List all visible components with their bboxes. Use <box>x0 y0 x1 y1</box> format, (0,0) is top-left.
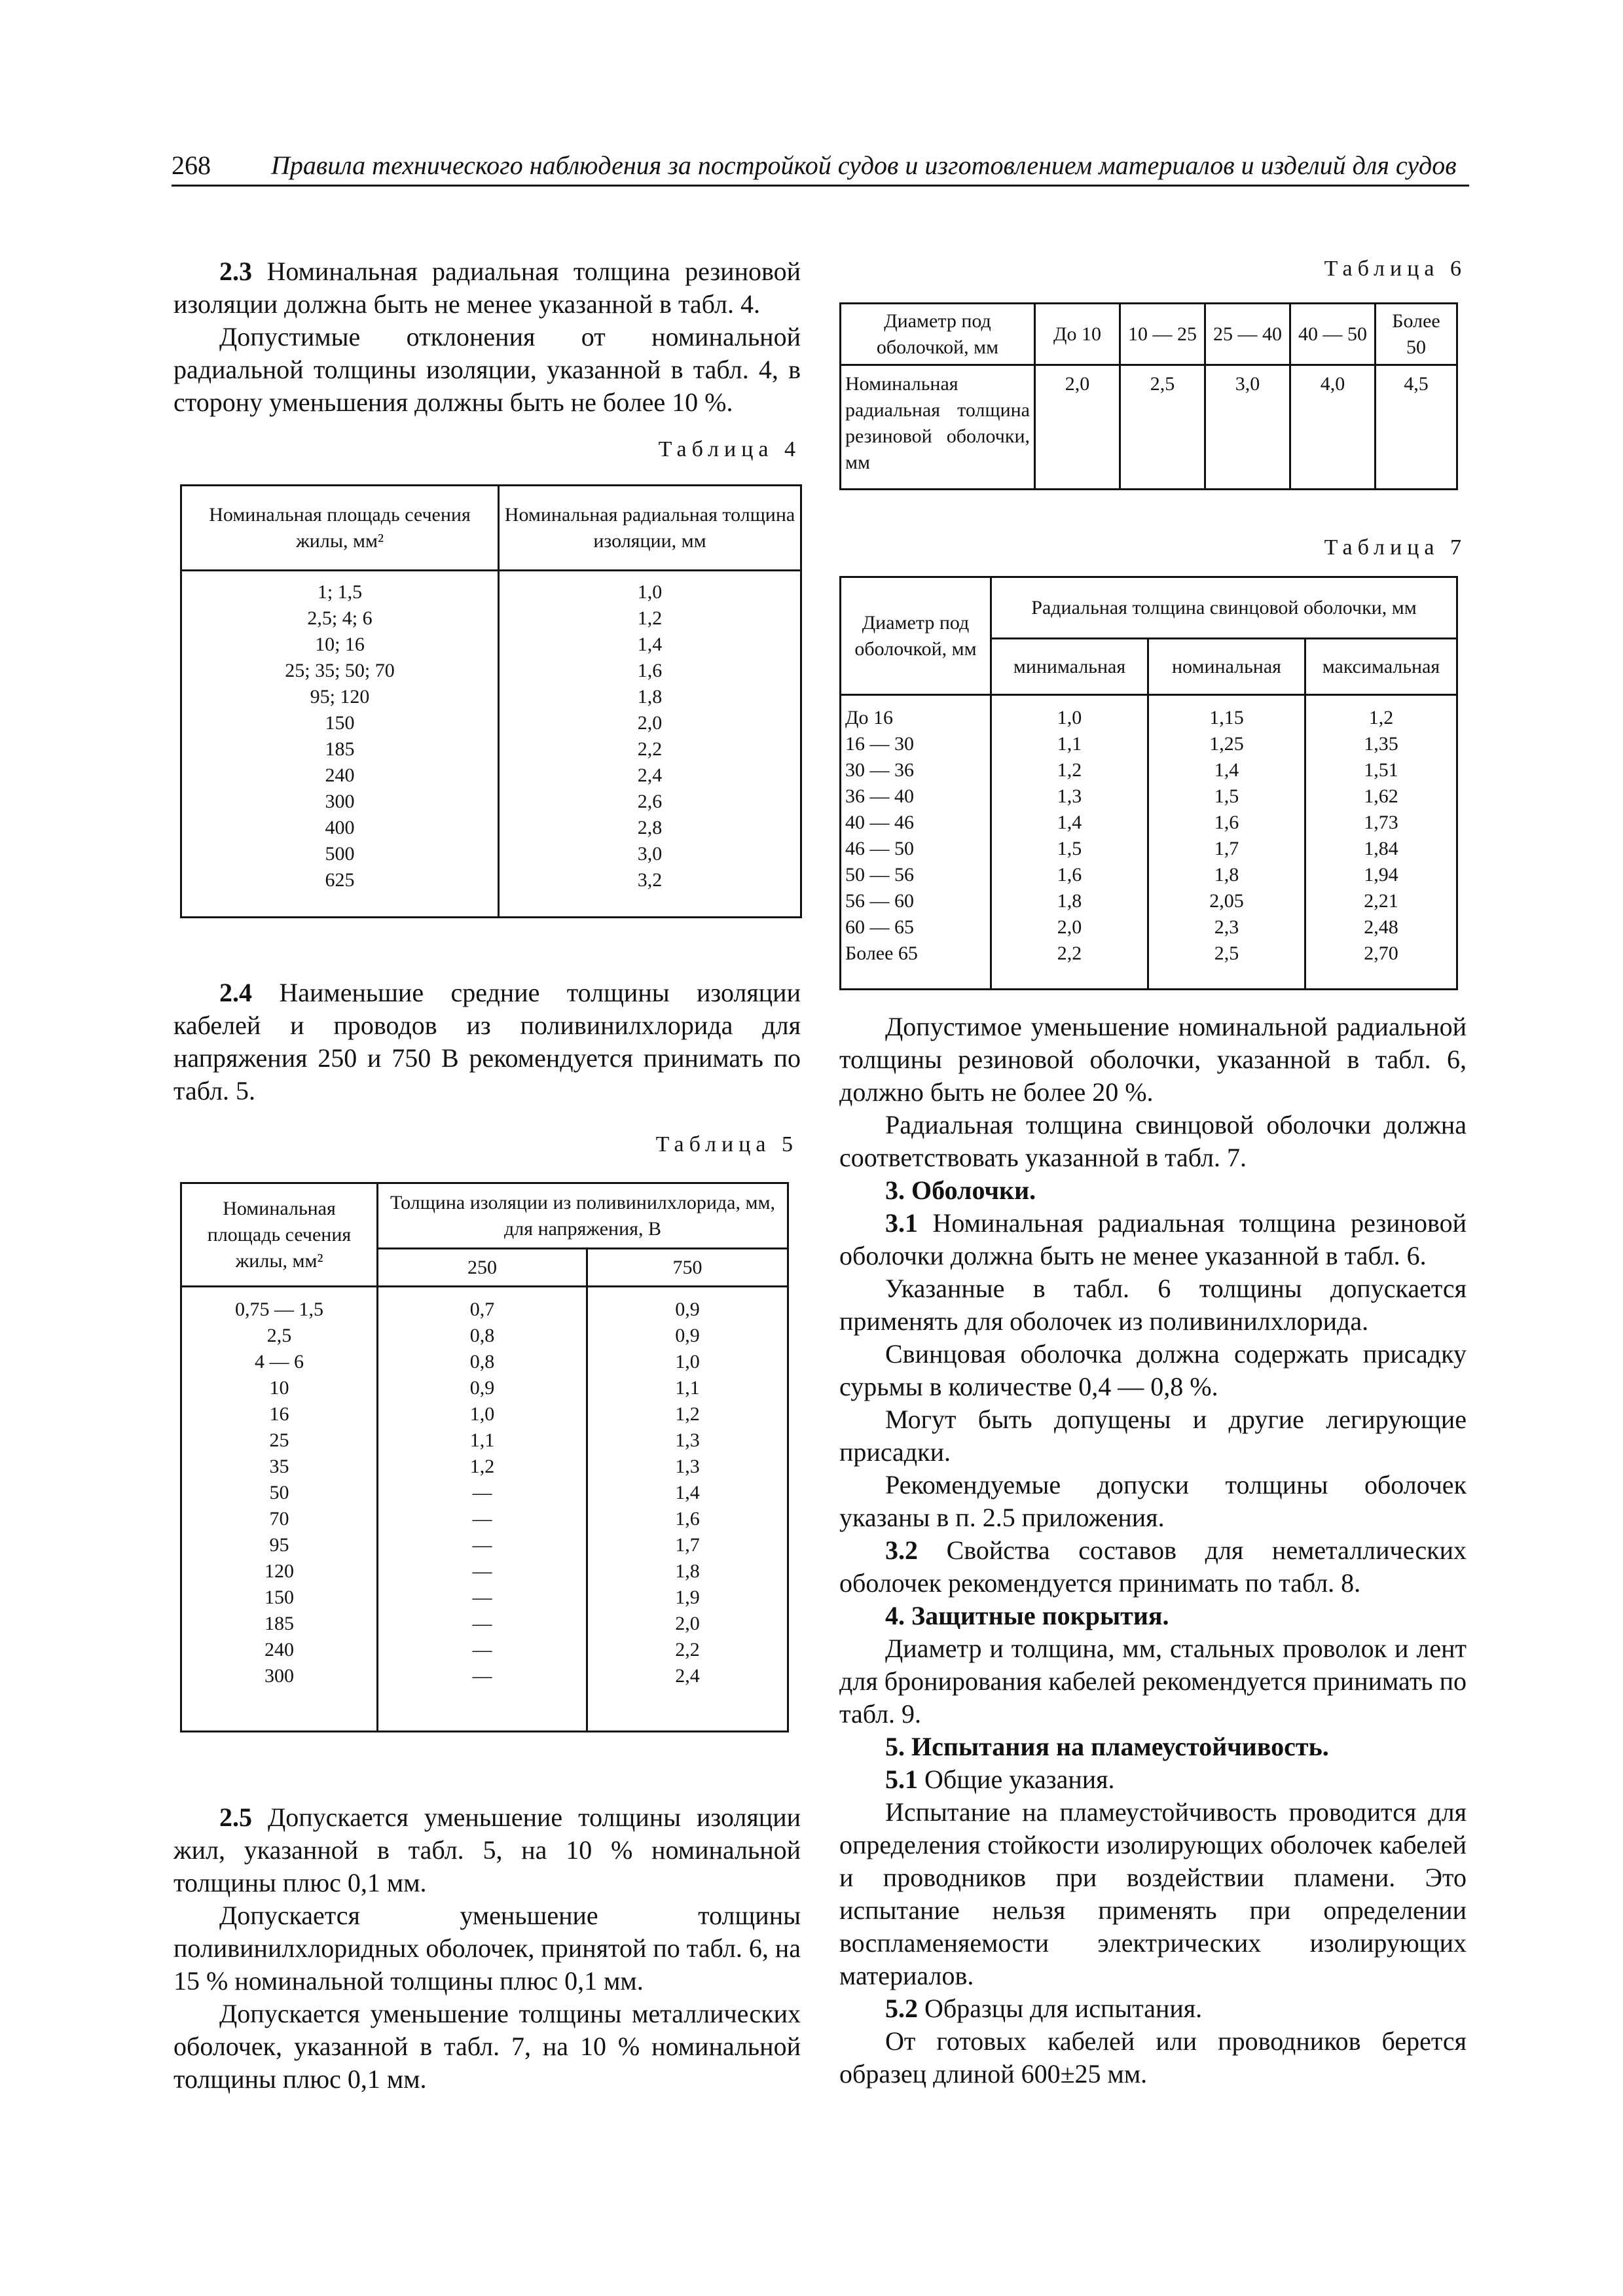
table-cell: 3,2 <box>637 869 663 891</box>
table-cell: 30 — 36 <box>845 759 914 781</box>
table-cell: 1,8 <box>1214 864 1239 886</box>
table-column-area <box>181 571 499 918</box>
table-header-cell: Номинальная площадь сечения жилы, мм² <box>181 486 499 571</box>
paragraph-text: Свойства составов для неметаллических оболочек рекомендуется принимать по табл. 8. <box>839 1535 1467 1598</box>
table-cell: 2,2 <box>675 1639 700 1660</box>
paragraph: Испытание на пламеустойчивость проводится для определения стойкости изолирующих оболочек кабелей и проводников при воздействии пламени. Это испытание нельзя применять при определении воспламеняемости электрических изолирующих материалов. <box>839 1797 1467 1990</box>
table-cell: 240 <box>325 764 355 786</box>
table-cell: 150 <box>264 1587 294 1608</box>
table-cell: 50 — 56 <box>845 864 914 886</box>
table-caption: Таблица 7 <box>1324 535 1467 560</box>
table-cell: 4 — 6 <box>255 1351 304 1372</box>
table-cell: 2,2 <box>1057 942 1082 964</box>
table-header-cell: 25 — 40 <box>1205 304 1290 365</box>
table-cell: 2,5 <box>266 1325 292 1346</box>
table-column-thickness <box>499 571 801 918</box>
table-cell: 60 — 65 <box>845 916 914 938</box>
section-heading: 3. Оболочки. <box>885 1175 1036 1205</box>
table-cell: 70 <box>269 1508 289 1530</box>
table-cell: 4,0 <box>1290 365 1376 490</box>
paragraph: Рекомендуемые допуски толщины оболочек указаны в п. 2.5 приложения. <box>839 1470 1467 1532</box>
table-header-cell: До 10 <box>1035 304 1120 365</box>
table-cell: 120 <box>264 1560 294 1582</box>
table-column-diameter <box>841 695 991 990</box>
table-column-max <box>1305 695 1457 990</box>
table-cell: 2,05 <box>1209 890 1244 912</box>
table-cell: 2,0 <box>675 1613 700 1634</box>
table-cell: 1,7 <box>675 1534 700 1556</box>
table-cell: 185 <box>264 1613 294 1634</box>
table-header-cell: Диаметр под оболочкой, мм <box>841 577 991 695</box>
paragraph: Свинцовая оболочка должна содержать присадку сурьмы в количестве 0,4 — 0,8 %. <box>839 1339 1467 1401</box>
table-caption: Таблица 4 <box>658 437 801 461</box>
table-cell: 150 <box>325 712 355 734</box>
table-cell: 95; 120 <box>310 686 370 708</box>
table-cell: 1,6 <box>675 1508 700 1530</box>
table-header-cell: Радиальная толщина свинцовой оболочки, мм <box>991 577 1457 639</box>
table-cell: 1,1 <box>469 1429 495 1451</box>
paragraph <box>173 1801 801 1899</box>
table-cell: 1,62 <box>1364 785 1398 807</box>
table-cell: 2,2 <box>637 738 663 760</box>
table-header-cell: Номинальная площадь сечения жилы, мм² <box>181 1183 378 1287</box>
section-number: 2.3 <box>219 257 252 286</box>
table-cell: 300 <box>325 791 355 812</box>
table-header-cell: Толщина изоляции из поливинилхлорида, мм, для напряжения, В <box>378 1183 788 1249</box>
table-cell: — <box>472 1665 492 1687</box>
paragraph: Могут быть допущены и другие легирующие присадки. <box>839 1405 1467 1467</box>
table-cell: 16 — 30 <box>845 733 914 755</box>
section-number: 3.1 <box>885 1208 918 1238</box>
table-cell: 1,0 <box>637 581 663 603</box>
paragraph-text: Номинальная радиальная толщина резиновой изоляции должна быть не менее указанной в табл. 4. <box>173 257 801 319</box>
table-cell: 1,4 <box>1057 812 1082 833</box>
table-cell: 1,5 <box>1214 785 1239 807</box>
section-2-5 <box>173 1801 801 2096</box>
table-cell: 2,8 <box>637 817 663 838</box>
table-cell: 0,7 <box>469 1299 495 1320</box>
paragraph <box>173 977 801 1107</box>
section-number: 2.4 <box>219 978 252 1007</box>
table-cell: 0,9 <box>675 1299 700 1320</box>
table-cell: 95 <box>269 1534 289 1556</box>
table-cell: 2,0 <box>1035 365 1120 490</box>
paragraph-text: Допускается уменьшение толщины изоляции жил, указанной в табл. 5, на 10 % номинальной толщины плюс 0,1 мм. <box>173 1803 801 1897</box>
table-cell: 1,0 <box>1057 707 1082 728</box>
table-cell: 0,75 — 1,5 <box>235 1299 323 1320</box>
table-cell: 1,3 <box>675 1429 700 1451</box>
table-column-nom <box>1148 695 1305 990</box>
table-cell: 1,35 <box>1364 733 1398 755</box>
table-cell: 240 <box>264 1639 294 1660</box>
section-number: 3.2 <box>885 1535 918 1565</box>
table-header-cell: 10 — 25 <box>1120 304 1205 365</box>
table-cell: 2,0 <box>1057 916 1082 938</box>
table-cell: До 16 <box>845 707 893 728</box>
table-cell: 56 — 60 <box>845 890 914 912</box>
table-cell: 1,1 <box>1057 733 1082 755</box>
table-6 <box>839 302 1458 490</box>
table-header-cell: 40 — 50 <box>1290 304 1376 365</box>
paragraph-text: Наименьшие средние толщины изоляции кабелей и проводов из поливинилхлорида для напряжения 250 и 750 В рекомендуется принимать по табл. 5. <box>173 978 801 1105</box>
table-cell: 2,5 <box>1214 942 1239 964</box>
running-title: Правила технического наблюдения за постройкой судов и изготовлением материалов и изделий для судов <box>271 151 1457 180</box>
paragraph: Допускается уменьшение толщины металлических оболочек, указанной в табл. 7, на 10 % номинальной толщины плюс 0,1 мм. <box>173 1999 801 2094</box>
table-cell: 0,9 <box>675 1325 700 1346</box>
table-cell: 0,9 <box>469 1377 495 1399</box>
table-cell: 10; 16 <box>315 634 365 655</box>
paragraph: Радиальная толщина свинцовой оболочки должна соответствовать указанной в табл. 7. <box>839 1110 1467 1172</box>
table-cell: 1,3 <box>675 1456 700 1477</box>
table-cell: 0,8 <box>469 1325 495 1346</box>
table-cell: 1,8 <box>637 686 663 708</box>
table-header-cell: номинальная <box>1148 639 1305 695</box>
table-cell: 1,6 <box>1057 864 1082 886</box>
table-column-750 <box>587 1287 788 1732</box>
table-cell: 1,84 <box>1364 838 1398 859</box>
table-caption: Таблица 6 <box>1324 257 1467 281</box>
table-header-cell: 250 <box>378 1249 587 1287</box>
table-cell: 185 <box>325 738 355 760</box>
table-cell: 1,4 <box>637 634 663 655</box>
table-cell: 2,5 <box>1120 365 1205 490</box>
table-cell: 1,1 <box>675 1377 700 1399</box>
section-number: 5.2 <box>885 1994 918 2023</box>
table-cell: 1,4 <box>675 1482 700 1503</box>
table-cell: 1,15 <box>1209 707 1244 728</box>
table-cell: — <box>472 1613 492 1634</box>
table-cell: 625 <box>325 869 355 891</box>
paragraph-text: Общие указания. <box>918 1765 1115 1794</box>
table-cell: 2,5; 4; 6 <box>307 607 373 629</box>
table-cell: 500 <box>325 843 355 865</box>
table-cell: — <box>472 1639 492 1660</box>
table-cell: 46 — 50 <box>845 838 914 859</box>
table-cell: 2,21 <box>1364 890 1398 912</box>
table-cell: 35 <box>269 1456 289 1477</box>
table-cell: 1,2 <box>469 1456 495 1477</box>
section-number: 2.5 <box>219 1803 252 1832</box>
table-cell: 1,0 <box>469 1403 495 1425</box>
table-cell: 25 <box>269 1429 289 1451</box>
table-header-cell: максимальная <box>1305 639 1457 695</box>
table-cell: 50 <box>269 1482 289 1503</box>
table-cell: 1,3 <box>1057 785 1082 807</box>
table-cell: 2,6 <box>637 791 663 812</box>
table-cell: 1; 1,5 <box>317 581 363 603</box>
paragraph: Указанные в табл. 6 толщины допускается применять для оболочек из поливинилхлорида. <box>839 1274 1467 1336</box>
paragraph <box>839 1534 1467 1600</box>
table-header-cell: Диаметр под оболочкой, мм <box>841 304 1035 365</box>
table-cell: 4,5 <box>1376 365 1457 490</box>
table-cell: 1,7 <box>1214 838 1239 859</box>
table-cell: 16 <box>269 1403 289 1425</box>
table-caption: Таблица 5 <box>655 1132 798 1157</box>
table-cell: 2,48 <box>1364 916 1398 938</box>
table-cell: 3,0 <box>1205 365 1290 490</box>
table-cell: 1,9 <box>675 1587 700 1608</box>
table-cell: 2,4 <box>637 764 663 786</box>
table-cell: — <box>472 1534 492 1556</box>
table-cell: 400 <box>325 817 355 838</box>
section-heading: 4. Защитные покрытия. <box>885 1601 1169 1630</box>
section-heading: 5. Испытания на пламеустойчивость. <box>885 1732 1329 1761</box>
table-cell: 1,2 <box>1368 707 1394 728</box>
table-4 <box>180 484 802 918</box>
table-cell: 1,5 <box>1057 838 1082 859</box>
table-cell: 3,0 <box>637 843 663 865</box>
paragraph <box>839 1763 1467 1796</box>
table-cell: 1,8 <box>675 1560 700 1582</box>
table-header-cell: минимальная <box>991 639 1148 695</box>
table-cell: 1,6 <box>1214 812 1239 833</box>
table-cell: 25; 35; 50; 70 <box>285 660 395 681</box>
table-header-cell: 750 <box>587 1249 788 1287</box>
paragraph-text: Номинальная радиальная толщина резиновой оболочки должна быть не менее указанной в табл. 6. <box>839 1208 1467 1270</box>
table-header-cell: Номинальная радиальная толщина изоляции, мм <box>499 486 801 571</box>
page-number: 268 <box>172 151 211 180</box>
table-cell: 2,70 <box>1364 942 1398 964</box>
table-cell: 2,4 <box>675 1665 700 1687</box>
section-2-3 <box>173 255 801 419</box>
paragraph-text: Образцы для испытания. <box>918 1994 1203 2023</box>
table-cell: — <box>472 1587 492 1608</box>
paragraph <box>839 1207 1467 1272</box>
table-column-250 <box>378 1287 587 1732</box>
table-column-min <box>991 695 1148 990</box>
table-cell: 2,0 <box>637 712 663 734</box>
section-2-4 <box>173 977 801 1107</box>
table-cell: 300 <box>264 1665 294 1687</box>
table-cell: 1,25 <box>1209 733 1244 755</box>
table-cell: 1,8 <box>1057 890 1082 912</box>
paragraph: Допустимые отклонения от номинальной радиальной толщины изоляции, указанной в табл. 4, в сторону уменьшения должны быть не более 10 %. <box>173 322 801 417</box>
left-column <box>173 0 801 2296</box>
table-cell: Более 65 <box>845 942 918 964</box>
section-number: 5.1 <box>885 1765 918 1794</box>
table-cell: 1,2 <box>675 1403 700 1425</box>
table-5 <box>180 1182 789 1732</box>
table-cell: 1,6 <box>637 660 663 681</box>
table-cell: 1,0 <box>675 1351 700 1372</box>
right-column <box>839 0 1467 2296</box>
table-cell: 1,4 <box>1214 759 1239 781</box>
table-cell: — <box>472 1508 492 1530</box>
table-cell: 1,2 <box>1057 759 1082 781</box>
paragraph: От готовых кабелей или проводников берется образец длиной 600±25 мм. <box>839 2026 1467 2089</box>
table-cell: 1,73 <box>1364 812 1398 833</box>
table-cell: 10 <box>269 1377 289 1399</box>
table-cell: 0,8 <box>469 1351 495 1372</box>
paragraph <box>173 255 801 321</box>
table-cell: 36 — 40 <box>845 785 914 807</box>
table-cell: 2,3 <box>1214 916 1239 938</box>
paragraph: Допускается уменьшение толщины поливинилхлоридных оболочек, принятой по табл. 6, на 15 % номинальной толщины плюс 0,1 мм. <box>173 1901 801 1996</box>
table-header-cell: Более 50 <box>1376 304 1457 365</box>
table-cell: — <box>472 1482 492 1503</box>
table-cell: 1,51 <box>1364 759 1398 781</box>
paragraph: Диаметр и толщина, мм, стальных проволок и лент для бронирования кабелей рекомендуется принимать по табл. 9. <box>839 1634 1467 1729</box>
paragraph: Допустимое уменьшение номинальной радиальной толщины резиновой оболочки, указанной в табл. 6, должно быть не более 20 %. <box>839 1012 1467 1107</box>
table-cell: 1,94 <box>1364 864 1398 886</box>
table-column-area <box>181 1287 378 1732</box>
table-row-label: Номинальная радиальная толщина резиновой оболочки, мм <box>841 365 1035 490</box>
table-cell: — <box>472 1560 492 1582</box>
right-text <box>839 1011 1467 2090</box>
table-7 <box>839 576 1458 990</box>
table-cell: 40 — 46 <box>845 812 914 833</box>
paragraph <box>839 1992 1467 2025</box>
table-cell: 1,2 <box>637 607 663 629</box>
